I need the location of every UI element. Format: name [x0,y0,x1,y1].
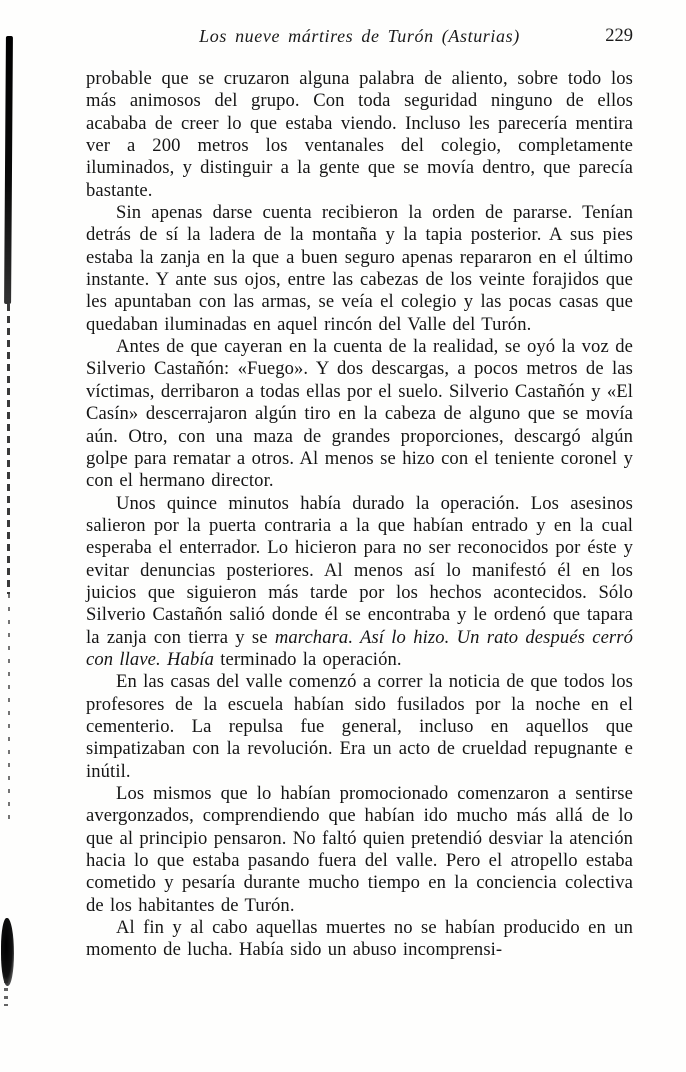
paragraph-italic-text: marchara. Así lo hizo. Un rato después cerró con llave. Había [86,626,633,670]
paragraph-text: terminado la operación. [214,648,402,670]
text-column [86,68,633,962]
scan-spine-mark-top [4,36,13,304]
scan-spine-mark-middle [7,304,10,594]
paragraph-with-italic [86,493,633,672]
paragraph-text: Unos quince minutos había durado la operación. Los asesinos salieron por la puerta contraria a la que habían entrado y en la cual esperaba el enterrador. Lo hicieron para no ser reconocidos por éste y evitar denuncias posteriores. Al menos así lo manifestó él en los juicios que siguieron más tarde por los hechos acontecidos. Sólo Silverio Castañón salió donde él se encontraba y le ordenó que tapara la zanja con tierra y se [86,492,633,648]
page-number: 229 [605,26,633,46]
paragraph-continuation: probable que se cruzaron alguna palabra de aliento, sobre todo los más animosos del grupo. Con toda seguridad ninguno de ellos acababa de creer lo que estaba viendo. Incluso les parecería mentira ver a 200 metros los ventanales del colegio, completamente iluminados, y distinguir a la gente que se movía dentro, que parecía bastante. [86,68,633,201]
running-header-title: Los nueve mártires de Turón (Asturias) [199,26,520,46]
paragraph: Antes de que cayeran en la cuenta de la realidad, se oyó la voz de Silverio Castañón: «Fuego». Y dos descargas, a pocos metros de las víctimas, derribaron a todas ellas por el suelo. Silverio Castañón y «El Casín» descerrajaron algún tiro en la cabeza de alguno que se movía aún. Otro, con una maza de grandes proporciones, descargó algún golpe para rematar a otros. Al menos se hizo con el teniente coronel y con el hermano director. [86,336,633,492]
scan-spine-mark-lower [8,594,10,824]
paragraph: Los mismos que lo habían promocionado comenzaron a sentirse avergonzados, comprendiendo que habían ido mucho más allá de lo que al principio pensaron. No faltó quien pretendió desviar la atención hacia lo que estaba pasando fuera del valle. Pero el atropello estaba cometido y pesaría durante mucho tiempo en la conciencia colectiva de los habitantes de Turón. [86,783,633,916]
paragraph: En las casas del valle comenzó a correr la noticia de que todos los profesores de la escuela habían sido fusilados por la noche en el cementerio. La repulsa fue general, incluso en aquellos que simpatizaban con la revolución. Era un acto de crueldad repugnante e inútil. [86,671,633,782]
running-header [86,26,633,52]
paragraph: Sin apenas darse cuenta recibieron la orden de pararse. Tenían detrás de sí la ladera de la montaña y la tapia posterior. A sus pies estaba la zanja en la que a buen seguro apenas repararon en el último instante. Y ante sus ojos, entre las cabezas de los veinte forajidos que les apuntaban con las armas, se veía el colegio y las pocas casas que quedaban iluminadas en aquel rincón del Valle del Turón. [86,202,633,335]
paragraph-hyphen-break: Al fin y al cabo aquellas muertes no se habían producido en un momento de lucha. Había sido un abuso incomprensi- [86,917,633,961]
scan-spine-blob-tail [4,980,8,1006]
scan-spine-blob [1,918,14,986]
